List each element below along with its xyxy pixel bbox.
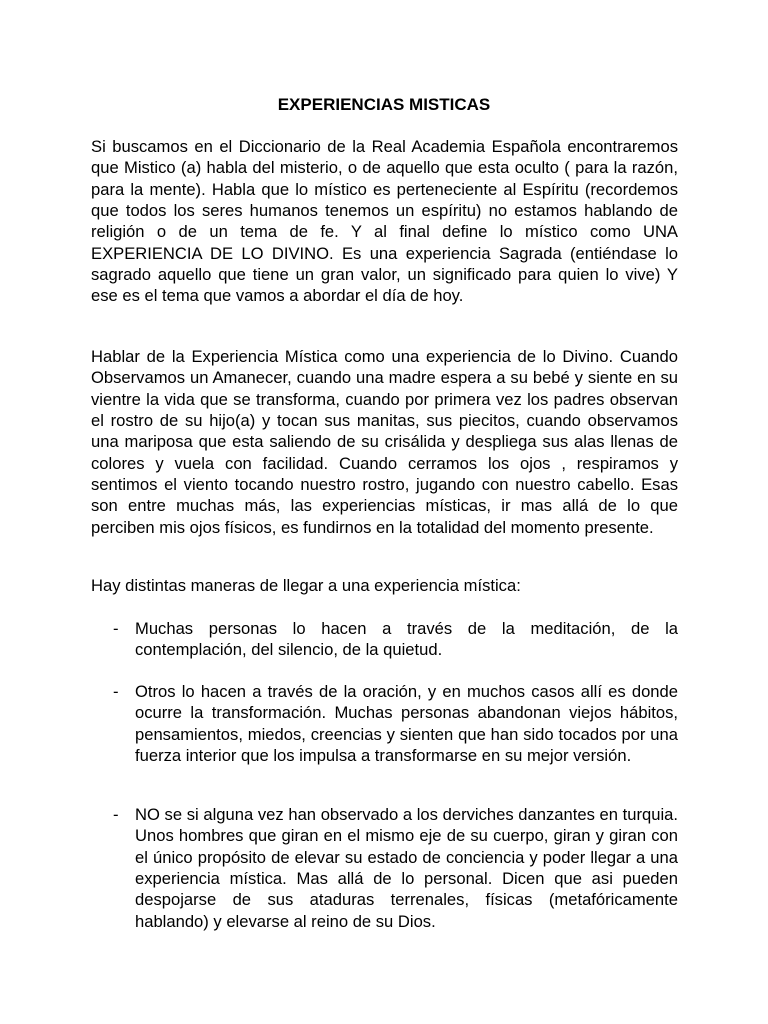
list-item-text: Muchas personas lo hacen a través de la meditación, de la contemplación, del silencio, de la quietud.	[135, 619, 678, 660]
document-title: EXPERIENCIAS MISTICAS	[277, 95, 491, 114]
paragraph-mystic-experience: Hablar de la Experiencia Mística como una experiencia de lo Divino. Cuando Observamos un Amanecer, cuando una madre espera a su bebé y siente en su vientre la vida que se transforma, cuando por primera vez los padres observan el rostro de su hijo(a) y tocan sus manitas, sus piecitos, cuando observamos una mariposa que esta saliendo de su crisálida y despliega sus alas llenas de colores y vuela con facilidad. Cuando cerramos los ojos , respiramos y sentimos el viento tocando nuestro rostro, jugando con nuestro cabello. Esas son entre muchas más, las experiencias místicas, ir mas allá de lo que perciben mis ojos físicos, es fundirnos en la totalidad del momento presente.	[91, 347, 678, 537]
bullet-marker: -	[113, 682, 119, 701]
bullet-marker: -	[113, 805, 119, 824]
paragraph-intro: Si buscamos en el Diccionario de la Real Academia Española encontraremos que Mistico (a) habla del misterio, o de aquello que esta oculto ( para la razón, para la mente). Habla que lo místico es perteneciente al Espíritu (recordemos que todos los seres humanos tenemos un espíritu) no estamos hablando de religión o de un tema de fe. Y al final define lo místico como UNA EXPERIENCIA DE LO DIVINO. Es una experiencia Sagrada (entiéndase lo sagrado aquello que tiene un gran valor, un significado para quien lo vive) Y ese es el tema que vamos a abordar el día de hoy.	[91, 137, 678, 306]
bullet-marker: -	[113, 619, 119, 638]
paragraph-ways-intro: Hay distintas maneras de llegar a una experiencia mística:	[91, 576, 521, 595]
list-item-text: Otros lo hacen a través de la oración, y en muchos casos allí es donde ocurre la transformación. Muchas personas abandonan viejos hábitos, pensamientos, miedos, creencias y sienten que han sido tocados por una fuerza interior que los impulsa a transformarse en su mejor versión.	[135, 682, 678, 766]
list-item-text: NO se si alguna vez han observado a los derviches danzantes en turquia. Unos hombres que giran en el mismo eje de su cuerpo, giran y giran con el único propósito de elevar su estado de conciencia y poder llegar a una experiencia mística. Mas allá de lo personal. Dicen que asi pueden despojarse de sus ataduras terrenales, físicas (metafóricamente hablando) y elevarse al reino de su Dios.	[135, 805, 678, 931]
